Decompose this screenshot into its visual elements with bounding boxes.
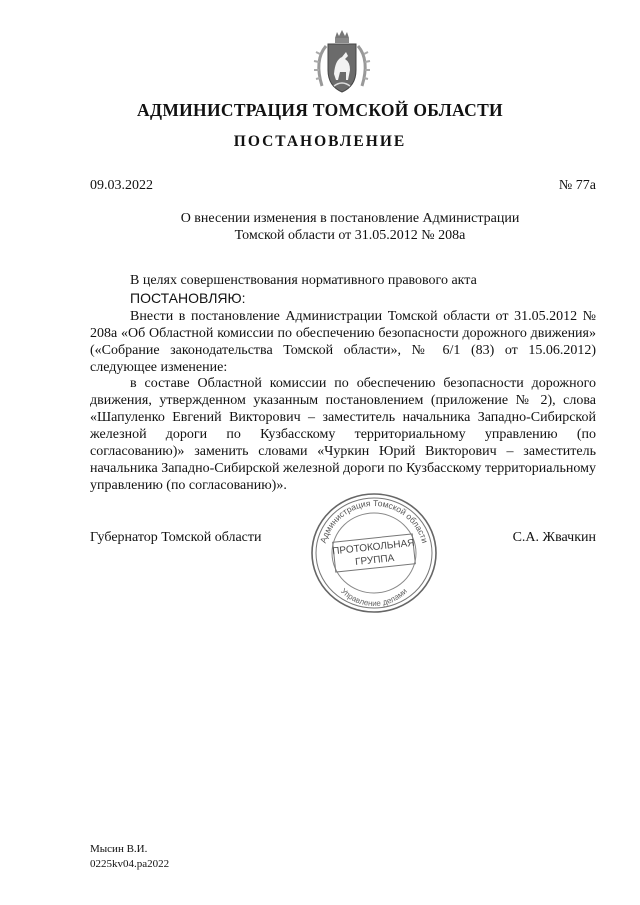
stamp-ring-text-bottom: Управление делами — [339, 586, 409, 609]
document-type-title: ПОСТАНОВЛЕНИЕ — [233, 133, 407, 150]
stamp-center-line1: ПРОТОКОЛЬНАЯ — [331, 537, 416, 558]
stamp-center-line2: ГРУППА — [354, 552, 395, 568]
organization-title: АДМИНИСТРАЦИЯ ТОМСКОЙ ОБЛАСТИ — [137, 100, 503, 120]
executor-name: Мысин В.И. — [90, 843, 148, 855]
preamble-paragraph: В целях совершенствования нормативного правового акта — [130, 273, 477, 288]
protocol-group-stamp — [308, 490, 440, 616]
signatory-title: Губернатор Томской области — [90, 530, 262, 545]
body-paragraph-1: Внести в постановление Администрации Томской области от 31.05.2012 № 208а «Об Областной комиссии по обеспечению безопасности дорожного движения» («Собрание законодательства Томской области», № 6/1 (83) от 15.06.2012) следующее изменение: — [90, 308, 596, 375]
document-code: 0225kv04.pa2022 — [90, 858, 170, 870]
crown-icon — [335, 30, 349, 43]
stamp-ring-text: Администрация Томской области — [317, 497, 431, 545]
coat-of-arms-emblem — [304, 30, 380, 96]
signatory-name: С.А. Жвачкин — [512, 530, 596, 545]
decree-word: ПОСТАНОВЛЯЮ: — [130, 289, 246, 306]
document-date: 09.03.2022 — [90, 178, 153, 193]
body-paragraph-2: в составе Областной комиссии по обеспечению безопасности дорожного движения, утвержденном указанным постановлением (приложение № 2), слова «Шапуленко Евгений Викторович – заместитель начальника Западно-Сибирской железной дороги по Кузбасскому территориальному управлению (по согласованию)» заменить словами «Чуркин Юрий Викторович – заместитель начальника Западно-Сибирской железной дороги по Кузбасскому территориальному управлению (по согласованию)». — [90, 376, 596, 493]
decree-line — [90, 290, 596, 309]
document-body — [90, 273, 596, 495]
document-subject: О внесении изменения в постановление Администрации Томской области от 31.05.2012 № 208а — [180, 211, 520, 243]
document-number: № 77а — [558, 178, 596, 193]
